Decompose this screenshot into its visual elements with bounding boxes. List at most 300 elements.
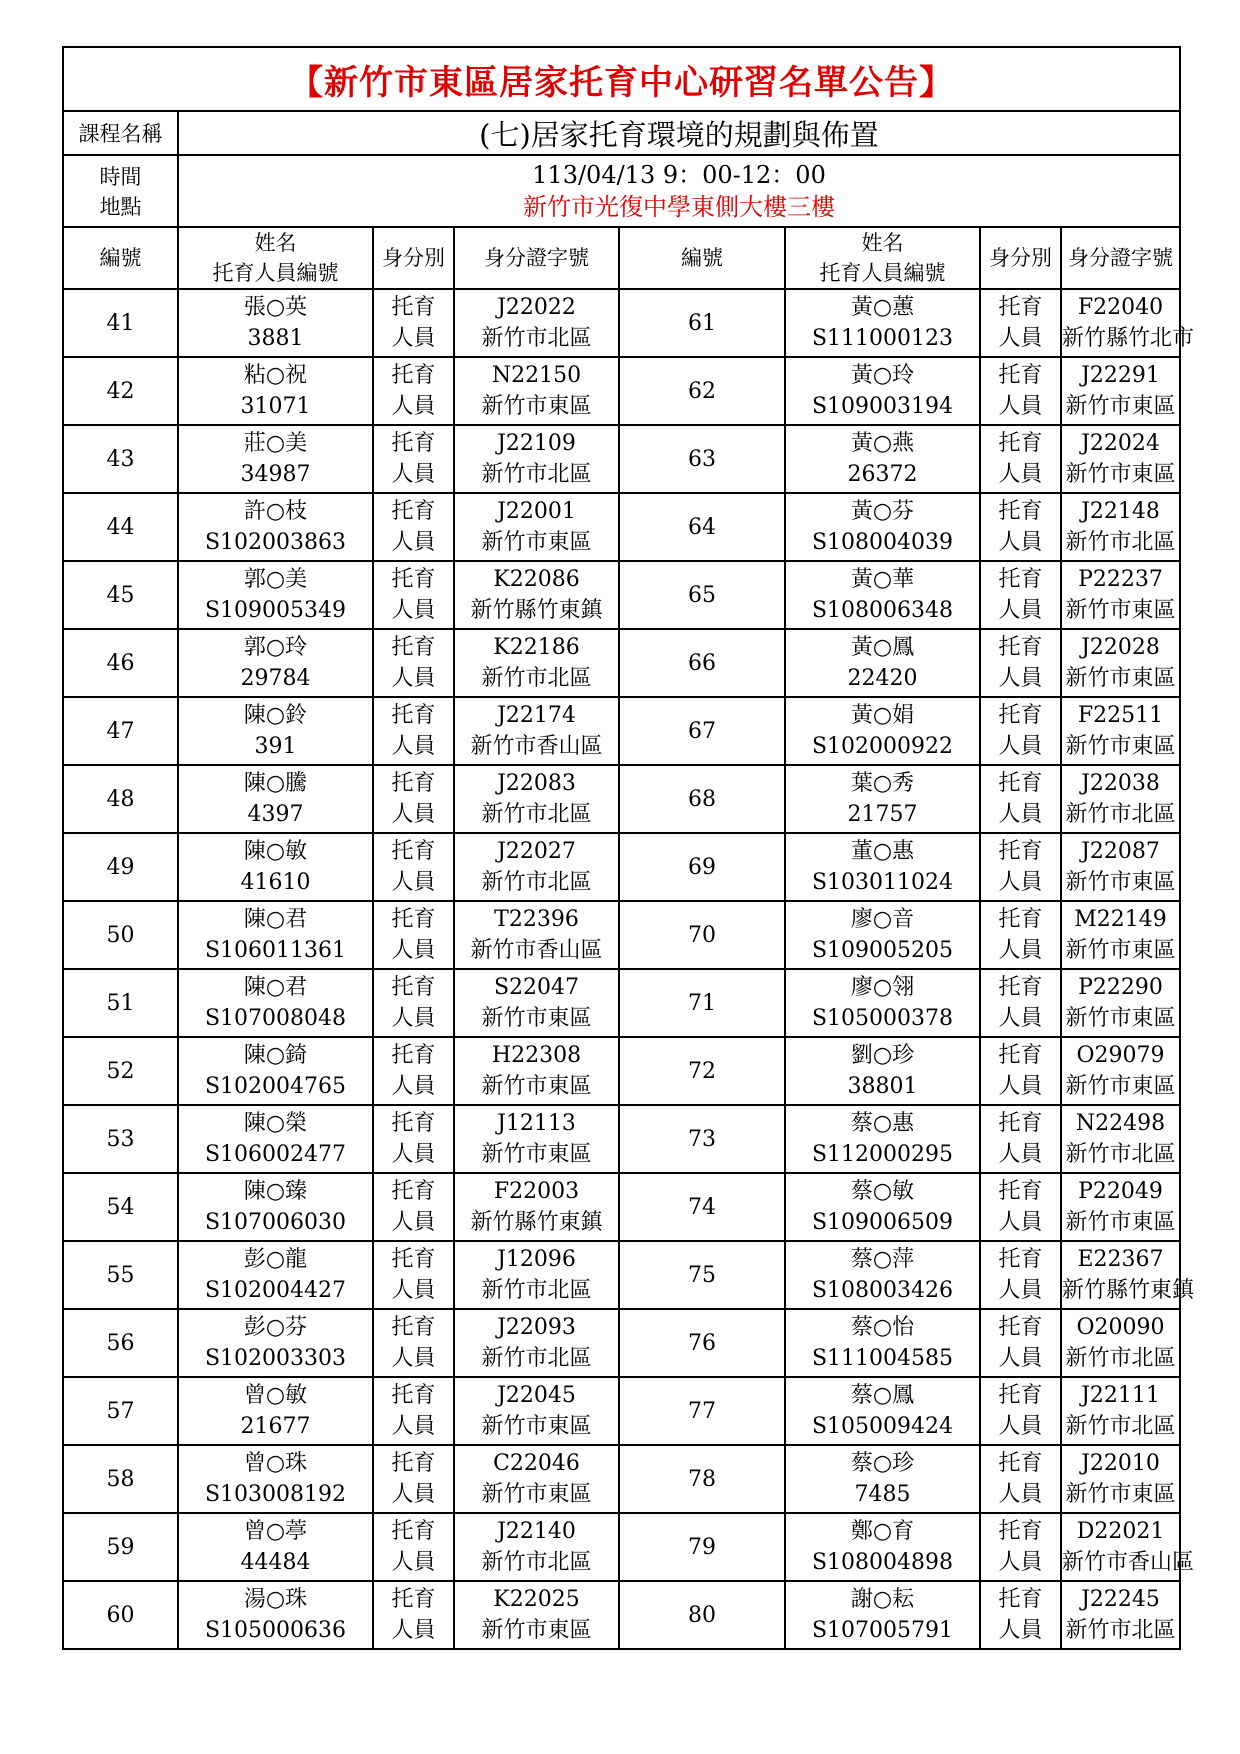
id-number	[454, 1105, 619, 1173]
id-number-text: P22049	[1078, 1179, 1163, 1204]
identity-type	[980, 425, 1061, 493]
id-number	[454, 1241, 619, 1309]
id-number	[1061, 1581, 1180, 1649]
id-number-text: J12096	[497, 1247, 576, 1272]
table-row	[63, 1581, 1180, 1649]
id-number	[454, 1513, 619, 1581]
caregiver-name	[785, 1309, 980, 1377]
record-number: 44	[63, 493, 178, 561]
identity-type-line2: 人員	[391, 1414, 436, 1439]
caregiver-name-text: 黃○娟	[850, 703, 915, 728]
caregiver-code: S106011361	[204, 938, 347, 963]
identity-type-line1: 托育	[391, 567, 436, 592]
caregiver-name	[178, 697, 373, 765]
identity-type-line1: 托育	[998, 1519, 1043, 1544]
identity-type-line2: 人員	[998, 1142, 1043, 1167]
record-number: 63	[619, 425, 785, 493]
caregiver-code: 34987	[240, 462, 311, 487]
header-name-line2-right: 托育人員編號	[819, 261, 946, 285]
header-row	[63, 227, 1180, 289]
caregiver-name-text: 葉○秀	[850, 771, 915, 796]
table-row	[63, 561, 1180, 629]
identity-type-line1: 托育	[391, 703, 436, 728]
identity-type-line2: 人員	[391, 1550, 436, 1575]
roster-table	[62, 46, 1195, 1650]
residence-area: 新竹市北區	[1065, 1414, 1176, 1439]
identity-type-line1: 托育	[391, 1519, 436, 1544]
caregiver-name	[178, 901, 373, 969]
record-number: 77	[619, 1377, 785, 1445]
header-id-right: 身分證字號	[1061, 227, 1180, 289]
caregiver-code: S103008192	[204, 1482, 347, 1507]
caregiver-name	[178, 425, 373, 493]
identity-type-line2: 人員	[391, 1482, 436, 1507]
course-name: (七)居家托育環境的規劃與佈置	[178, 111, 1180, 155]
identity-type	[980, 1377, 1061, 1445]
residence-area: 新竹市北區	[481, 802, 592, 827]
identity-type-line2: 人員	[391, 870, 436, 895]
identity-type	[980, 289, 1061, 357]
identity-type-line1: 托育	[391, 1043, 436, 1068]
caregiver-name-text: 郭○玲	[243, 635, 308, 660]
record-number: 52	[63, 1037, 178, 1105]
identity-type-line1: 托育	[998, 363, 1043, 388]
caregiver-name-text: 黃○鳳	[850, 635, 915, 660]
identity-type-line1: 托育	[391, 975, 436, 1000]
caregiver-code: 31071	[240, 394, 311, 419]
id-number-text: D22021	[1076, 1519, 1165, 1544]
caregiver-code: 21757	[847, 802, 918, 827]
record-number: 74	[619, 1173, 785, 1241]
identity-type	[373, 1513, 454, 1581]
residence-area: 新竹市北區	[481, 462, 592, 487]
caregiver-name-text: 蔡○怡	[850, 1315, 915, 1340]
header-id: 身分證字號	[454, 227, 619, 289]
identity-type-line2: 人員	[391, 734, 436, 759]
id-number	[454, 629, 619, 697]
id-number-text: J22245	[1081, 1587, 1160, 1612]
record-number: 48	[63, 765, 178, 833]
residence-area: 新竹市北區	[481, 326, 592, 351]
caregiver-name-text: 粘○祝	[243, 363, 308, 388]
caregiver-name	[785, 833, 980, 901]
identity-type	[373, 765, 454, 833]
caregiver-name-text: 蔡○萍	[850, 1247, 915, 1272]
record-number: 60	[63, 1581, 178, 1649]
table-row	[63, 357, 1180, 425]
record-number: 43	[63, 425, 178, 493]
caregiver-code: S102003303	[204, 1346, 347, 1371]
caregiver-name-text: 郭○美	[243, 567, 308, 592]
id-number	[1061, 289, 1195, 357]
identity-type-line2: 人員	[391, 326, 436, 351]
identity-type	[373, 1581, 454, 1649]
caregiver-name-text: 黃○燕	[850, 431, 915, 456]
residence-area: 新竹市東區	[481, 1618, 592, 1643]
id-number-text: J22291	[1081, 363, 1160, 388]
residence-area: 新竹市北區	[481, 1550, 592, 1575]
caregiver-code: 41610	[240, 870, 311, 895]
identity-type	[980, 1581, 1061, 1649]
id-number	[1061, 969, 1180, 1037]
residence-area: 新竹市東區	[1065, 598, 1176, 623]
record-number: 65	[619, 561, 785, 629]
residence-area: 新竹市東區	[481, 1482, 592, 1507]
record-number: 46	[63, 629, 178, 697]
identity-type	[980, 969, 1061, 1037]
id-number	[454, 561, 619, 629]
caregiver-code: S105000378	[811, 1006, 954, 1031]
id-number	[454, 901, 619, 969]
id-number	[1061, 1037, 1180, 1105]
caregiver-code: 21677	[240, 1414, 311, 1439]
id-number-text: N22498	[1075, 1111, 1166, 1136]
table-row	[63, 1037, 1180, 1105]
identity-type-line2: 人員	[998, 1210, 1043, 1235]
caregiver-code: S112000295	[811, 1142, 954, 1167]
identity-type-line2: 人員	[998, 530, 1043, 555]
record-number: 78	[619, 1445, 785, 1513]
header-no: 編號	[63, 227, 178, 289]
header-role-right: 身分別	[980, 227, 1061, 289]
id-number	[1061, 1377, 1180, 1445]
caregiver-name	[785, 561, 980, 629]
caregiver-name	[178, 1581, 373, 1649]
caregiver-name	[178, 629, 373, 697]
id-number	[1061, 1445, 1180, 1513]
caregiver-code: S107008048	[204, 1006, 347, 1031]
identity-type-line1: 托育	[391, 295, 436, 320]
identity-type-line1: 托育	[998, 1587, 1043, 1612]
table-row	[63, 629, 1180, 697]
caregiver-name-text: 陳○鈴	[243, 703, 308, 728]
record-number: 42	[63, 357, 178, 425]
caregiver-name	[178, 833, 373, 901]
identity-type	[980, 561, 1061, 629]
residence-area: 新竹市東區	[481, 394, 592, 419]
record-number: 49	[63, 833, 178, 901]
id-number	[454, 1309, 619, 1377]
id-number-text: N22150	[491, 363, 582, 388]
record-number: 58	[63, 1445, 178, 1513]
identity-type	[373, 561, 454, 629]
caregiver-name	[178, 493, 373, 561]
id-number-text: J22027	[497, 839, 576, 864]
identity-type-line1: 托育	[998, 295, 1043, 320]
caregiver-code: S109006509	[811, 1210, 954, 1235]
id-number	[1061, 425, 1180, 493]
identity-type	[373, 493, 454, 561]
caregiver-name	[785, 1105, 980, 1173]
identity-type	[373, 1037, 454, 1105]
id-number-text: S22047	[493, 975, 580, 1000]
caregiver-name-text: 張○英	[243, 295, 308, 320]
id-number-text: J22093	[497, 1315, 576, 1340]
caregiver-name-text: 謝○耘	[850, 1587, 915, 1612]
caregiver-name	[785, 901, 980, 969]
caregiver-code: S108006348	[811, 598, 954, 623]
caregiver-name-text: 彭○龍	[243, 1247, 308, 1272]
caregiver-name	[785, 1377, 980, 1445]
record-number: 69	[619, 833, 785, 901]
residence-area: 新竹市北區	[1065, 530, 1176, 555]
id-number-text: J12113	[497, 1111, 576, 1136]
id-number	[454, 425, 619, 493]
identity-type	[980, 629, 1061, 697]
header-name-line2: 托育人員編號	[212, 261, 339, 285]
id-number-text: P22237	[1078, 567, 1163, 592]
record-number: 75	[619, 1241, 785, 1309]
record-number: 57	[63, 1377, 178, 1445]
caregiver-name	[178, 1377, 373, 1445]
table-row	[63, 493, 1180, 561]
caregiver-name	[178, 969, 373, 1037]
identity-type	[980, 765, 1061, 833]
caregiver-code: S111004585	[811, 1346, 954, 1371]
id-number-text: J22083	[497, 771, 576, 796]
record-number: 51	[63, 969, 178, 1037]
record-number: 50	[63, 901, 178, 969]
table-row	[63, 833, 1180, 901]
residence-area: 新竹市東區	[1065, 394, 1176, 419]
identity-type	[373, 1173, 454, 1241]
caregiver-name	[785, 357, 980, 425]
identity-type-line1: 托育	[391, 771, 436, 796]
caregiver-name	[785, 1241, 980, 1309]
residence-area: 新竹市東區	[481, 1006, 592, 1031]
id-number-text: J22010	[1081, 1451, 1160, 1476]
identity-type-line2: 人員	[998, 938, 1043, 963]
identity-type-line1: 托育	[391, 1451, 436, 1476]
record-number: 76	[619, 1309, 785, 1377]
identity-type	[980, 901, 1061, 969]
identity-type	[373, 1241, 454, 1309]
header-role: 身分別	[373, 227, 454, 289]
identity-type	[373, 1377, 454, 1445]
caregiver-name-text: 陳○榮	[243, 1111, 308, 1136]
record-number: 53	[63, 1105, 178, 1173]
id-number	[1061, 1513, 1195, 1581]
identity-type	[980, 493, 1061, 561]
caregiver-name	[178, 1309, 373, 1377]
caregiver-code: 22420	[847, 666, 918, 691]
identity-type-line1: 托育	[998, 907, 1043, 932]
residence-area: 新竹縣竹北市	[1062, 326, 1195, 351]
identity-type	[980, 1513, 1061, 1581]
id-number	[454, 697, 619, 765]
id-number-text: C22046	[493, 1451, 580, 1476]
identity-type	[373, 629, 454, 697]
record-number: 67	[619, 697, 785, 765]
caregiver-name	[178, 1513, 373, 1581]
id-number	[454, 765, 619, 833]
residence-area: 新竹市東區	[481, 530, 592, 555]
caregiver-name	[785, 765, 980, 833]
identity-type-line1: 托育	[391, 1179, 436, 1204]
caregiver-code: 26372	[847, 462, 918, 487]
identity-type-line2: 人員	[998, 598, 1043, 623]
identity-type-line1: 托育	[998, 1315, 1043, 1340]
id-number-text: J22140	[497, 1519, 576, 1544]
caregiver-name-text: 黃○芬	[850, 499, 915, 524]
record-number: 47	[63, 697, 178, 765]
caregiver-name-text: 蔡○惠	[850, 1111, 915, 1136]
residence-area: 新竹市香山區	[1062, 1550, 1195, 1575]
id-number	[1061, 1241, 1195, 1309]
residence-area: 新竹市北區	[1065, 802, 1176, 827]
identity-type-line2: 人員	[998, 802, 1043, 827]
page-title: 【新竹市東區居家托育中心研習名單公告】	[63, 47, 1180, 111]
residence-area: 新竹市東區	[1065, 734, 1176, 759]
residence-area: 新竹市北區	[481, 1278, 592, 1303]
caregiver-name-text: 黃○蕙	[850, 295, 915, 320]
caregiver-name	[785, 493, 980, 561]
id-number-text: T22396	[494, 907, 579, 932]
identity-type-line2: 人員	[391, 666, 436, 691]
table-row	[63, 697, 1180, 765]
caregiver-name	[785, 969, 980, 1037]
id-number-text: F22003	[493, 1179, 580, 1204]
caregiver-name-text: 黃○玲	[850, 363, 915, 388]
identity-type-line1: 托育	[391, 363, 436, 388]
place-value: 新竹市光復中學東側大樓三樓	[523, 193, 835, 221]
residence-area: 新竹市東區	[1065, 666, 1176, 691]
identity-type	[980, 833, 1061, 901]
residence-area: 新竹市北區	[481, 870, 592, 895]
id-number-text: J22024	[1081, 431, 1160, 456]
identity-type-line1: 托育	[391, 1315, 436, 1340]
id-number-text: J22111	[1081, 1383, 1160, 1408]
identity-type-line2: 人員	[391, 1074, 436, 1099]
caregiver-name-text: 曾○珠	[243, 1451, 308, 1476]
caregiver-name	[178, 1445, 373, 1513]
caregiver-name-text: 陳○臻	[243, 1179, 308, 1204]
table-row	[63, 1309, 1180, 1377]
identity-type	[373, 1309, 454, 1377]
record-number: 66	[619, 629, 785, 697]
id-number-text: F22511	[1077, 703, 1164, 728]
identity-type-line1: 托育	[391, 907, 436, 932]
header-name-line1: 姓名	[254, 231, 297, 255]
caregiver-code: 38801	[847, 1074, 918, 1099]
id-number-text: K22186	[493, 635, 580, 660]
id-number	[454, 1445, 619, 1513]
id-number-text: O29079	[1076, 1043, 1165, 1068]
caregiver-name	[785, 1445, 980, 1513]
residence-area: 新竹市香山區	[470, 938, 603, 963]
caregiver-code: S109005205	[811, 938, 954, 963]
id-number-text: F22040	[1077, 295, 1164, 320]
identity-type-line2: 人員	[391, 1346, 436, 1371]
id-number-text: J22028	[1081, 635, 1160, 660]
caregiver-code: S108004898	[811, 1550, 954, 1575]
caregiver-name-text: 鄭○育	[850, 1519, 915, 1544]
identity-type	[373, 425, 454, 493]
residence-area: 新竹市東區	[481, 1414, 592, 1439]
caregiver-name	[178, 357, 373, 425]
identity-type-line1: 托育	[391, 431, 436, 456]
record-number: 72	[619, 1037, 785, 1105]
id-number	[1061, 1105, 1180, 1173]
caregiver-name	[785, 1581, 980, 1649]
id-number-text: J22022	[497, 295, 576, 320]
caregiver-code: S107006030	[204, 1210, 347, 1235]
identity-type-line2: 人員	[998, 666, 1043, 691]
identity-type	[980, 1309, 1061, 1377]
identity-type-line1: 托育	[391, 1247, 436, 1272]
record-number: 54	[63, 1173, 178, 1241]
identity-type-line1: 托育	[391, 1111, 436, 1136]
caregiver-code: S109005349	[204, 598, 347, 623]
identity-type-line2: 人員	[391, 1618, 436, 1643]
identity-type-line2: 人員	[998, 1482, 1043, 1507]
identity-type-line2: 人員	[998, 394, 1043, 419]
identity-type	[373, 833, 454, 901]
caregiver-name	[178, 289, 373, 357]
caregiver-code: 3881	[247, 326, 304, 351]
table-row	[63, 1513, 1180, 1581]
identity-type-line1: 托育	[391, 1383, 436, 1408]
table-row	[63, 1445, 1180, 1513]
table-row	[63, 1105, 1180, 1173]
table-row	[63, 425, 1180, 493]
identity-type-line2: 人員	[391, 802, 436, 827]
id-number	[1061, 901, 1180, 969]
caregiver-code: S105009424	[811, 1414, 954, 1439]
caregiver-code: S107005791	[811, 1618, 954, 1643]
table-row	[63, 289, 1180, 357]
identity-type-line1: 托育	[998, 1247, 1043, 1272]
residence-area: 新竹市北區	[1065, 1142, 1176, 1167]
identity-type	[373, 1105, 454, 1173]
identity-type-line2: 人員	[998, 1006, 1043, 1031]
record-number: 62	[619, 357, 785, 425]
id-number	[454, 1037, 619, 1105]
residence-area: 新竹市北區	[481, 1346, 592, 1371]
table-row	[63, 765, 1180, 833]
caregiver-name-text: 蔡○鳳	[850, 1383, 915, 1408]
caregiver-code: S108004039	[811, 530, 954, 555]
record-number: 41	[63, 289, 178, 357]
record-number: 55	[63, 1241, 178, 1309]
id-number-text: J22001	[497, 499, 576, 524]
caregiver-name-text: 莊○美	[243, 431, 308, 456]
caregiver-code: S102004765	[204, 1074, 347, 1099]
identity-type-line1: 托育	[998, 635, 1043, 660]
identity-type-line1: 托育	[998, 499, 1043, 524]
caregiver-name-text: 蔡○敏	[850, 1179, 915, 1204]
id-number-text: J22087	[1081, 839, 1160, 864]
caregiver-name	[178, 1105, 373, 1173]
identity-type	[980, 1037, 1061, 1105]
caregiver-name	[785, 425, 980, 493]
caregiver-code: S106002477	[204, 1142, 347, 1167]
identity-type	[373, 901, 454, 969]
residence-area: 新竹市東區	[1065, 1074, 1176, 1099]
identity-type-line1: 托育	[998, 1043, 1043, 1068]
id-number-text: J22174	[497, 703, 576, 728]
caregiver-code: S108003426	[811, 1278, 954, 1303]
identity-type	[373, 357, 454, 425]
identity-type-line2: 人員	[998, 1618, 1043, 1643]
identity-type-line2: 人員	[391, 938, 436, 963]
id-number	[1061, 1309, 1180, 1377]
id-number	[1061, 833, 1180, 901]
record-number: 71	[619, 969, 785, 1037]
caregiver-name	[785, 697, 980, 765]
identity-type-line1: 托育	[998, 1111, 1043, 1136]
id-number	[1061, 493, 1180, 561]
